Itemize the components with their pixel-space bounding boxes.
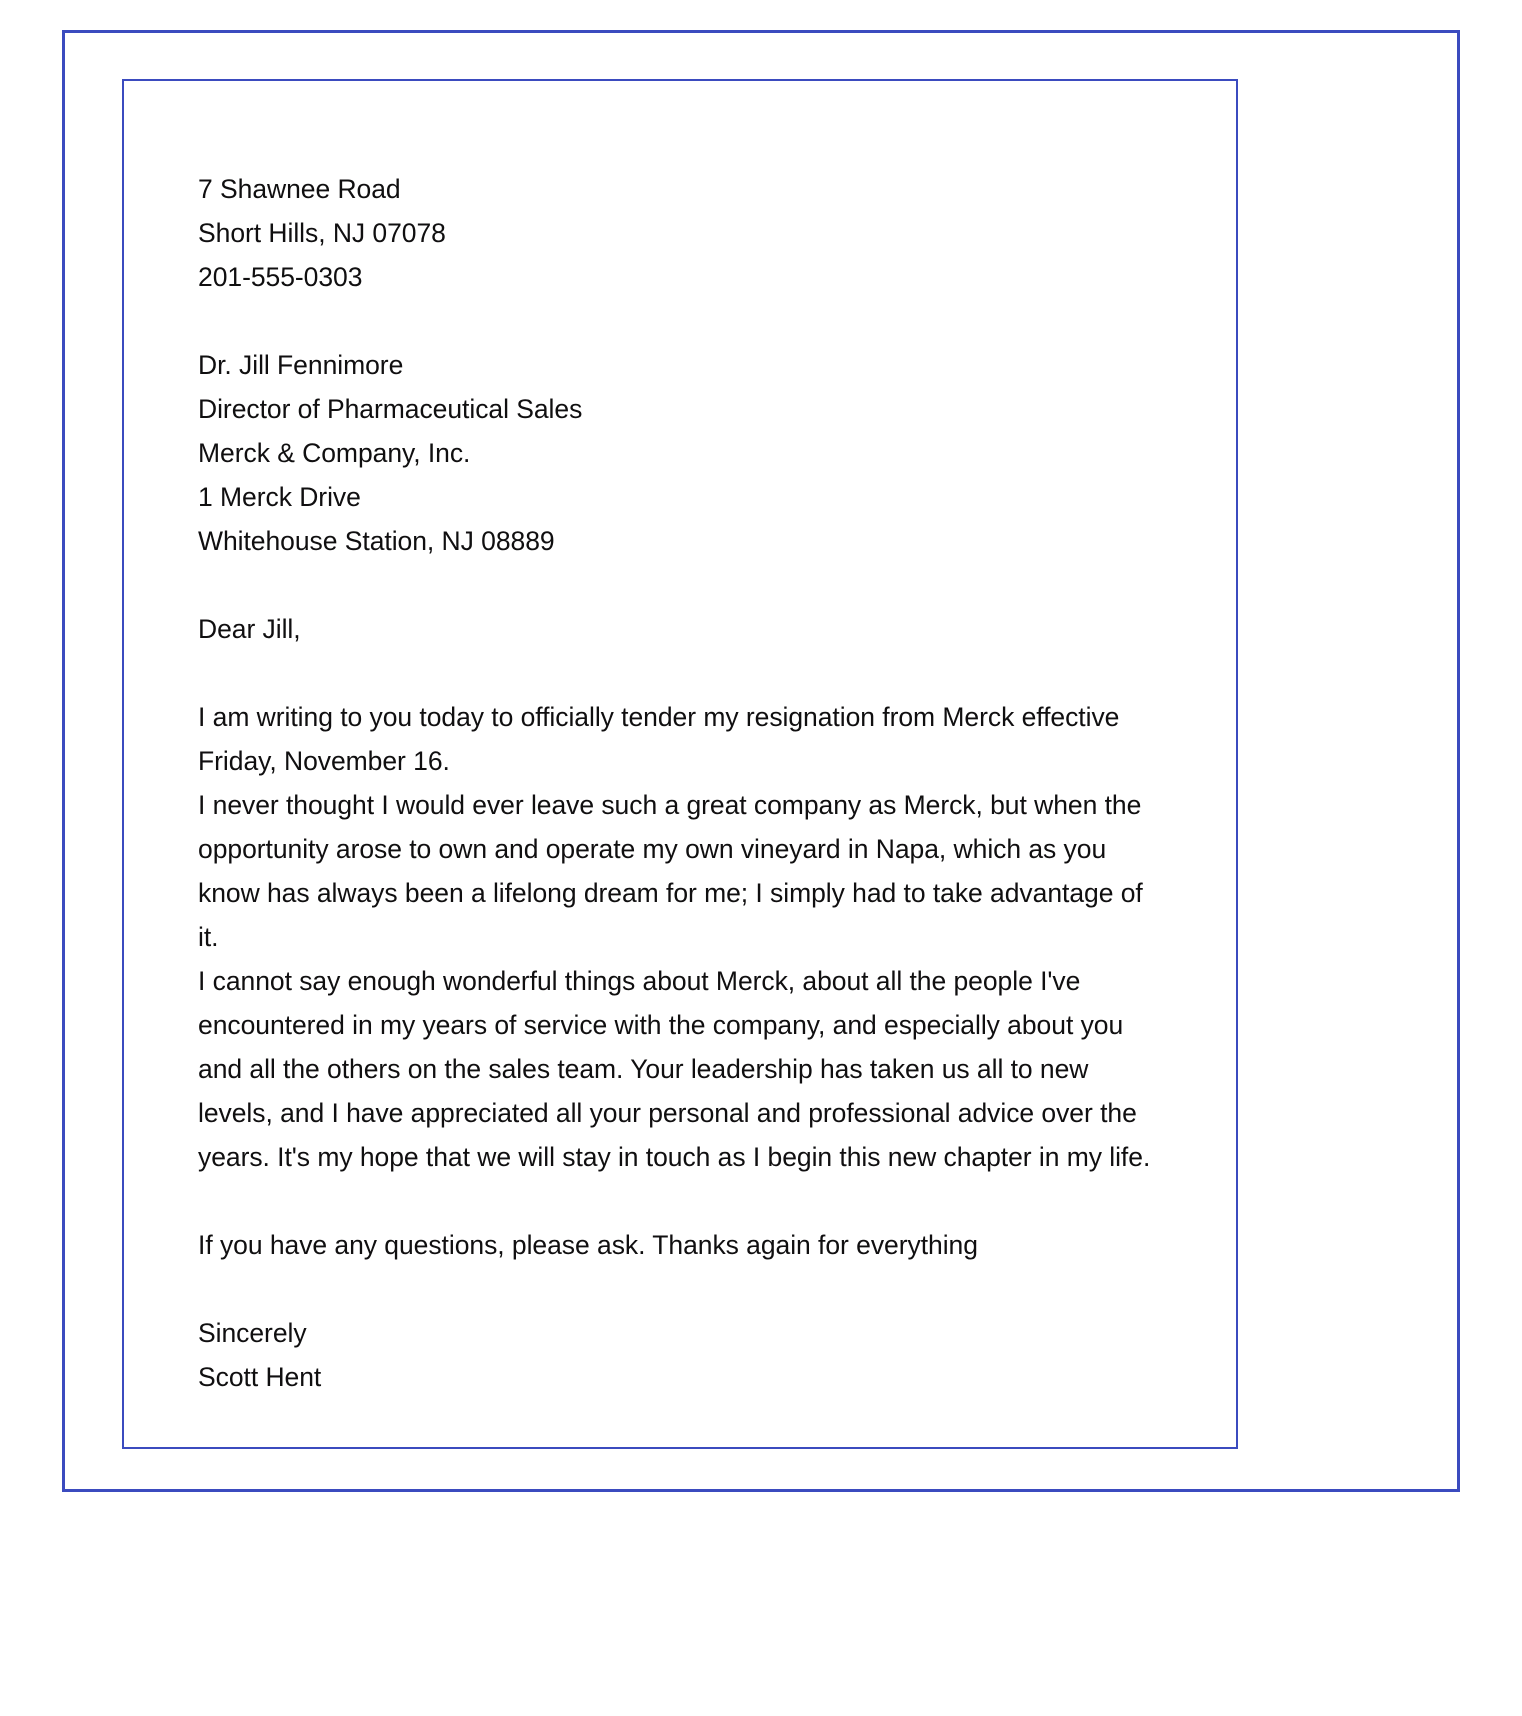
sender-phone: 201-555-0303 [198,262,363,292]
recipient-title: Director of Pharmaceutical Sales [198,394,583,424]
letter-outer-border [62,30,1460,1492]
letter-inner-border [122,79,1238,1449]
body-paragraph-2: I never thought I would ever leave such a great company as Merck, but when the opportunity arose to own and operate my own vineyard in Napa, which as you know has always been a lifelong dream for me; I simply had to take advantage of it. [198,790,1143,952]
valediction: Sincerely [198,1318,307,1348]
spacer-after-recipient [198,563,1158,607]
spacer-after-salutation [198,651,1158,695]
spacer-before-closing-paragraph [198,1179,1158,1223]
signature-name: Scott Hent [198,1362,322,1392]
recipient-street: 1 Merck Drive [198,482,361,512]
body-paragraph-3: I cannot say enough wonderful things about Merck, about all the people I've encountered in my years of service with the company, and especially about you and all the others on the sales team. Your leadership has taken us all to new levels, and I have appreciated all your personal and professional advice over the years. It's my hope that we will stay in touch as I begin this new chapter in my life. [198,966,1151,1172]
recipient-company: Merck & Company, Inc. [198,438,471,468]
salutation: Dear Jill, [198,614,301,644]
sender-city-state-zip: Short Hills, NJ 07078 [198,218,446,248]
letter-content [198,167,1158,1399]
recipient-address-block [198,343,1158,563]
spacer-after-sender [198,299,1158,343]
body-paragraph-1-line-2: Friday, November 16. [198,746,450,776]
sender-street: 7 Shawnee Road [198,174,401,204]
recipient-city-state-zip: Whitehouse Station, NJ 08889 [198,526,555,556]
recipient-name: Dr. Jill Fennimore [198,350,404,380]
body-paragraph-1-line-1: I am writing to you today to officially tender my resignation from Merck effective [198,702,1120,732]
closing-block [198,1311,1158,1399]
body-paragraph-4: If you have any questions, please ask. Thanks again for everything [198,1230,978,1260]
sender-address-block [198,167,1158,299]
spacer-before-signature [198,1267,1158,1311]
